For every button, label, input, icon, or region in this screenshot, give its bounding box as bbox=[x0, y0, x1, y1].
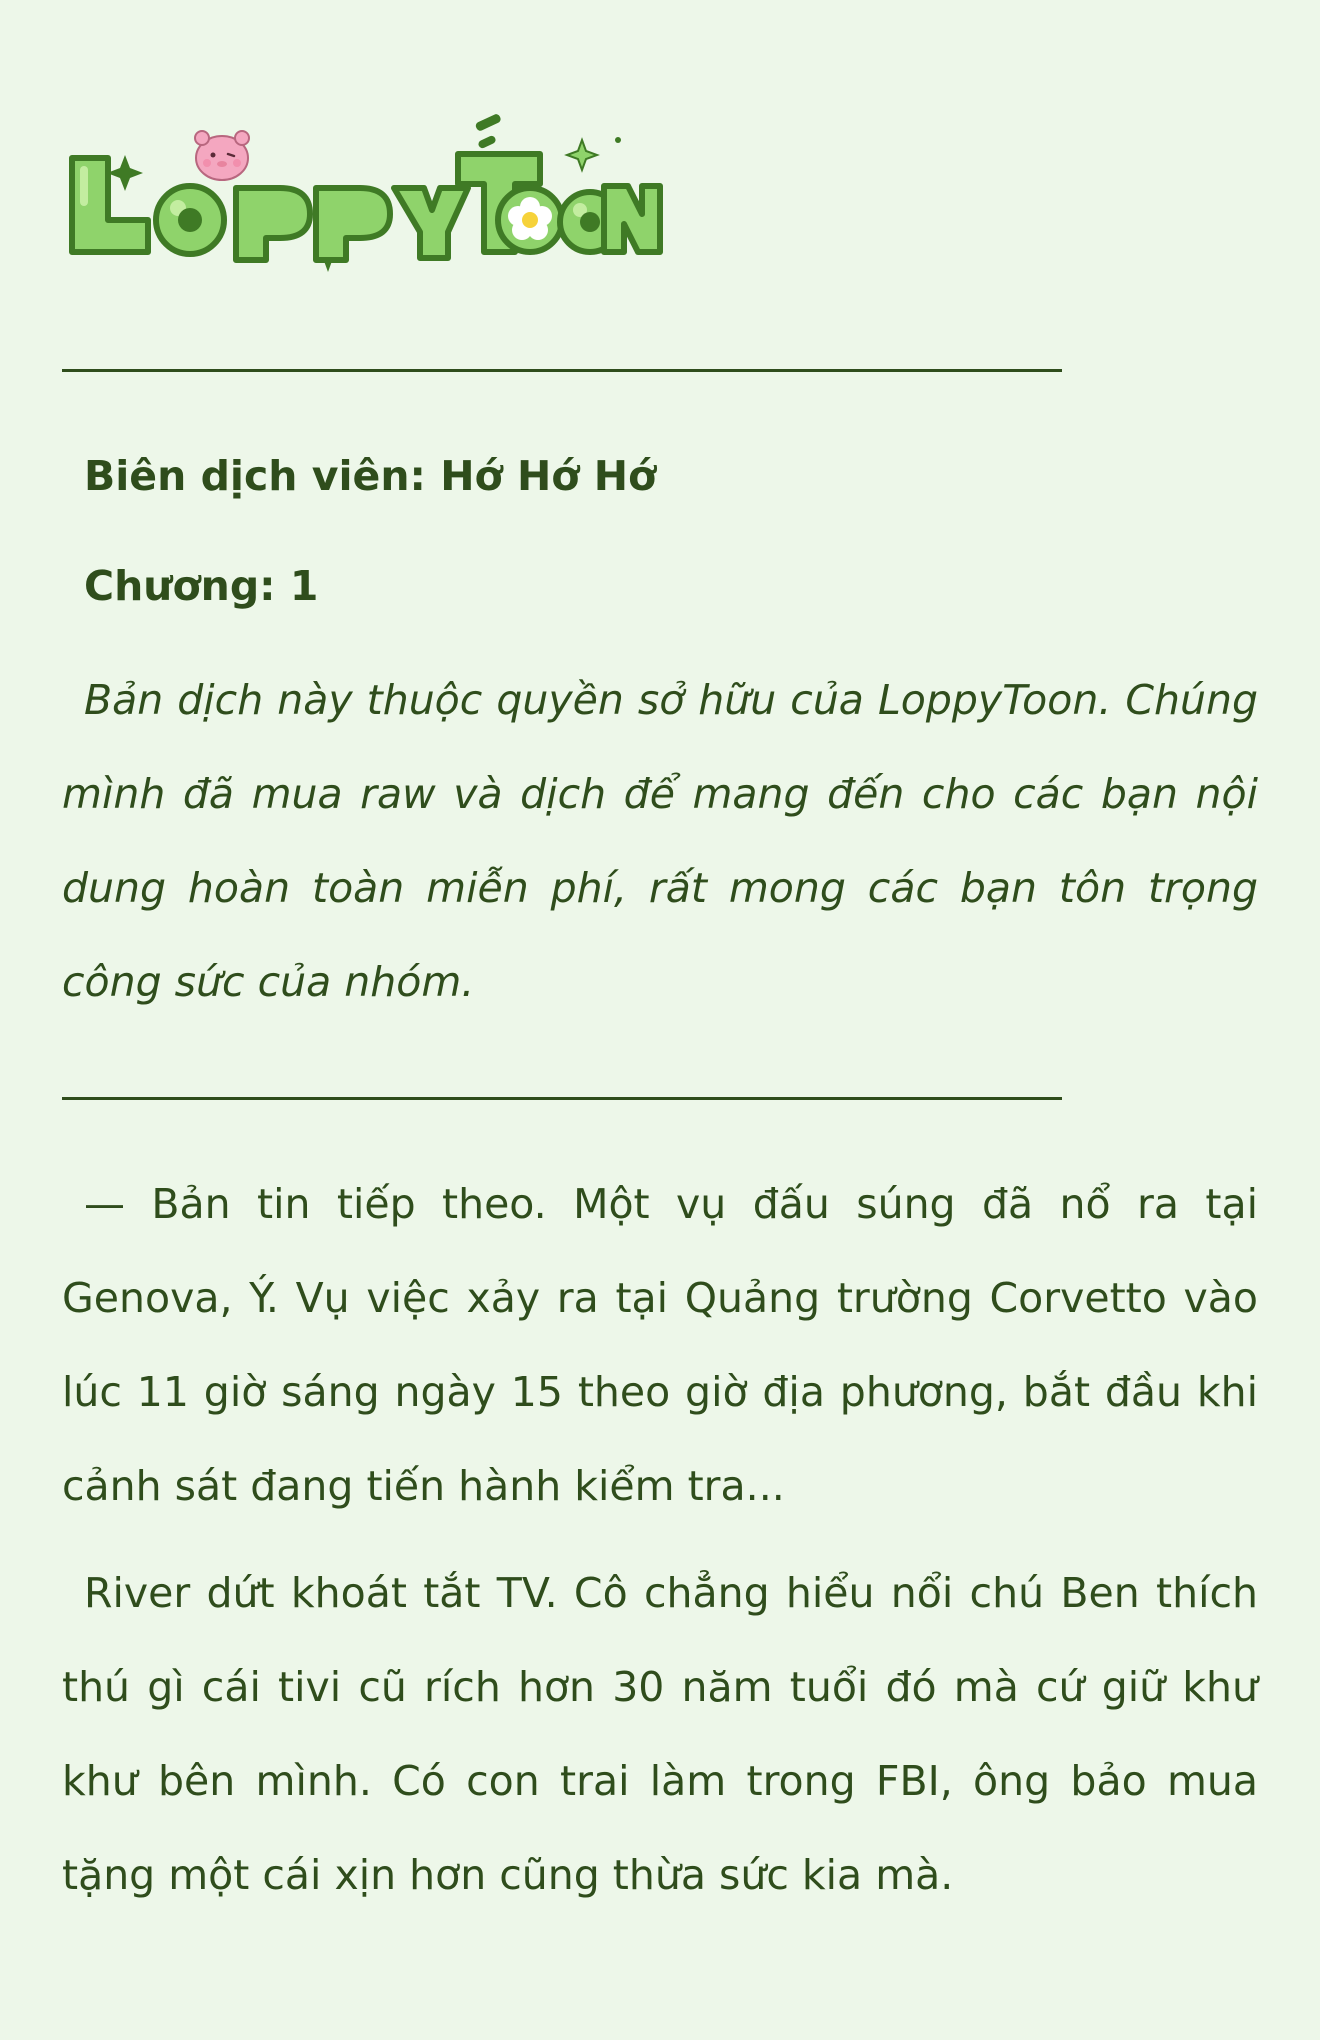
logo-letter-p bbox=[236, 188, 310, 260]
sparkle-icon bbox=[107, 155, 143, 191]
bottom-divider bbox=[62, 1097, 1062, 1100]
top-divider bbox=[62, 369, 1062, 372]
story-paragraph: River dứt khoát tắt TV. Cô chẳng hiểu nổi chú Ben thích thú gì cái tivi cũ rích hơn 30 năm tuổi đó mà cứ giữ khư khư bên mình. Có con trai làm trong FBI, ông bảo mua tặng một cái xịn hơn cũng thừa sức kia mà. bbox=[62, 1569, 1258, 1899]
loppytoon-logo-image bbox=[60, 110, 670, 280]
chapter-number: Chương: 1 bbox=[84, 562, 319, 610]
story-paragraph: — Bản tin tiếp theo. Một vụ đấu súng đã nổ ra tại Genova, Ý. Vụ việc xảy ra tại Quảng trường Corvetto vào lúc 11 giờ sáng ngày 15 theo giờ địa phương, bắt đầu khi cảnh sát đang tiến hành kiểm tra... bbox=[62, 1180, 1258, 1510]
dash-icon bbox=[477, 135, 497, 150]
sparkle-icon bbox=[567, 140, 597, 170]
copyright-notice: Bản dịch này thuộc quyền sở hữu của LoppyToon. Chúng mình đã mua raw và dịch để mang đến cho các bạn nội dung hoàn toàn miễn phí, rất mong các bạn tôn trọng công sức của nhóm. bbox=[62, 676, 1258, 1006]
sparkle-dot-icon bbox=[615, 137, 621, 143]
translator-credit: Biên dịch viên: Hớ Hớ Hớ bbox=[84, 452, 657, 500]
logo-letter-n bbox=[604, 186, 660, 252]
loppytoon-logo bbox=[60, 110, 670, 280]
logo-letter-y bbox=[394, 188, 468, 258]
logo-letter-p2 bbox=[316, 188, 390, 260]
mascot-icon bbox=[195, 131, 249, 180]
dash-icon bbox=[475, 113, 502, 132]
